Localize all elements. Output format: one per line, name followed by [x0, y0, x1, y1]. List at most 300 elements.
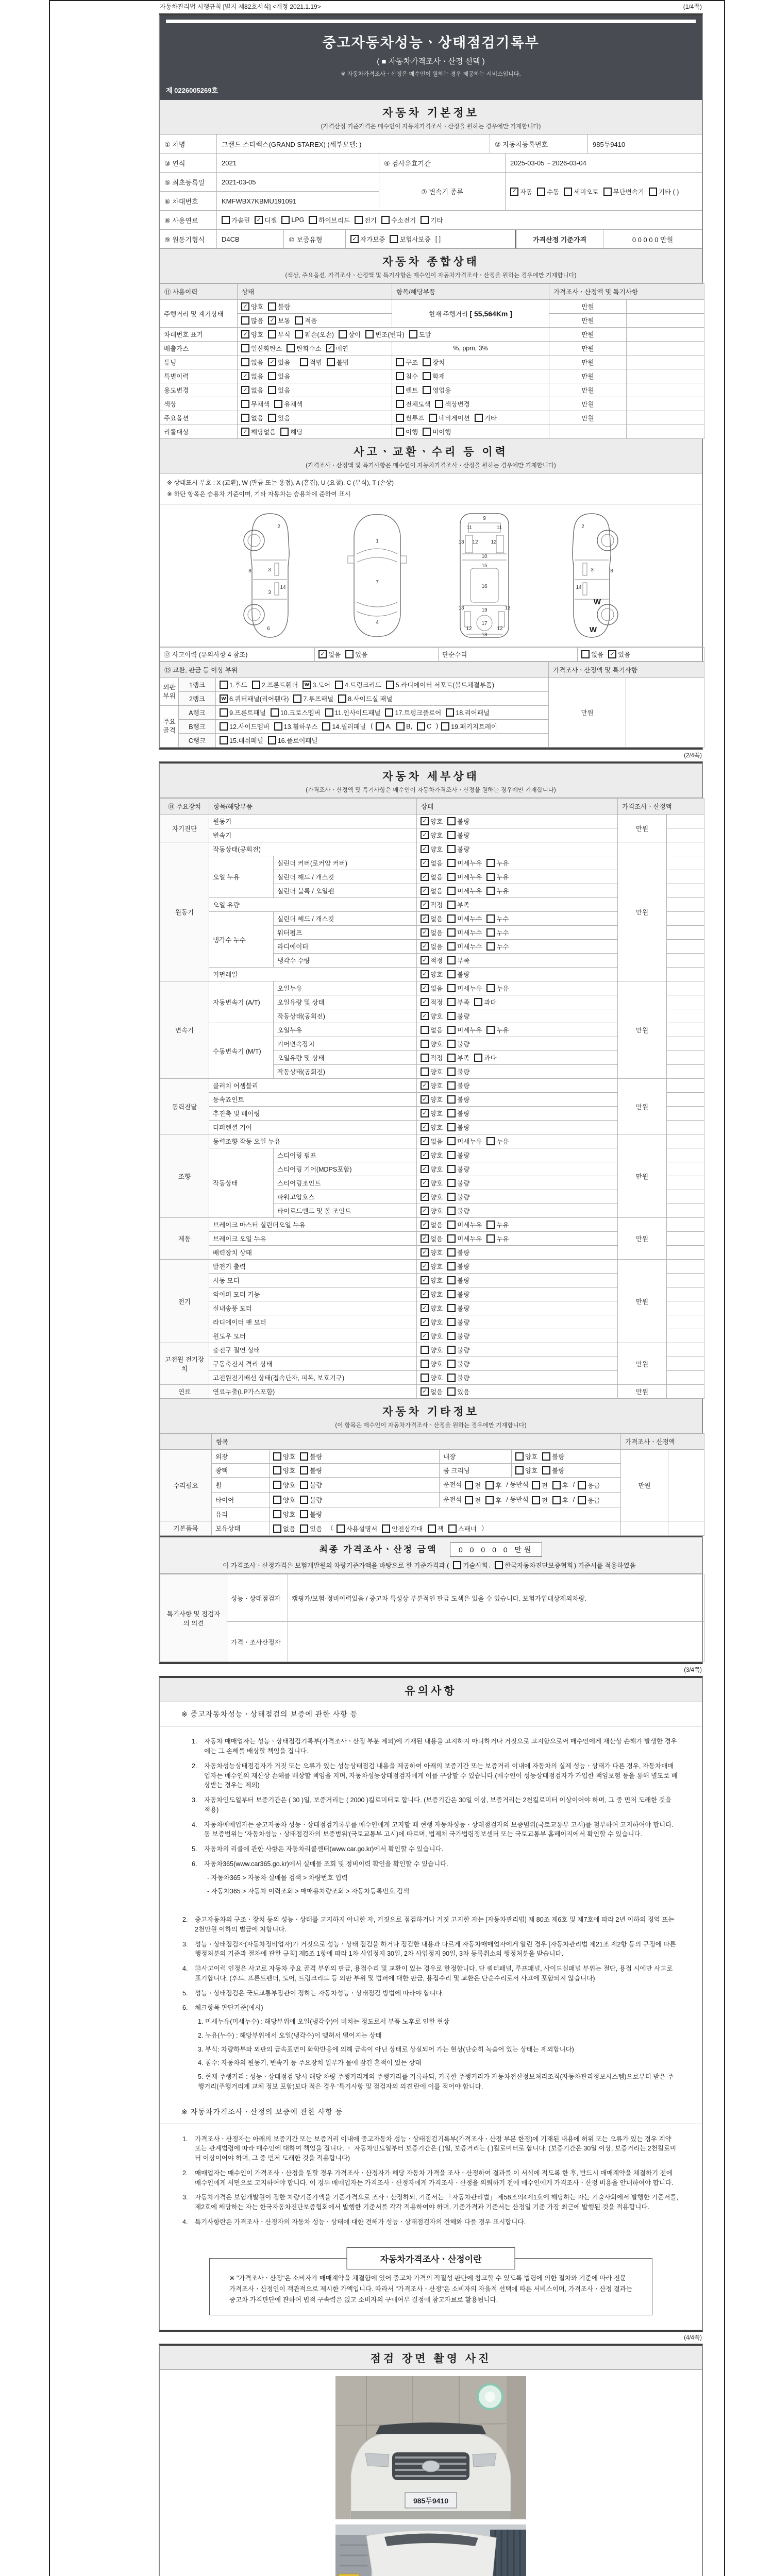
- checkbox-label: 불량: [457, 1277, 470, 1285]
- blank-cell: [667, 912, 704, 926]
- blank-cell: [667, 828, 704, 842]
- checkbox-option: [447, 1095, 469, 1104]
- diagram-number: 15: [481, 563, 488, 569]
- frame-left-line: [49, 0, 50, 2576]
- device-item: 라디에이터 팬 모터: [209, 1315, 417, 1329]
- blank-cell: [627, 411, 704, 425]
- checkbox-label: 불량: [457, 1249, 470, 1257]
- checkbox-box: ✓: [241, 302, 249, 311]
- checkbox-label: 불량: [457, 1069, 470, 1076]
- checkbox-label: 미세누수: [457, 929, 482, 937]
- device-state: [417, 1148, 618, 1162]
- checkbox-box: [252, 681, 260, 689]
- state-checks: [238, 300, 392, 314]
- device-item: 충전구 절연 상태: [209, 1343, 417, 1357]
- checkbox-label: 있음: [278, 387, 291, 394]
- repair-checks: [512, 1450, 621, 1464]
- notice-text: 자동차365(www.car365.go.kr)에서 실매물 조회 및 정비이력 확인을 확인할 수 있습니다. - 자동차365 > 자동차 실매물 검색 > 차량번호 입력 - 자동차365 > 자동차 이력조회 > 매매용차량조회 > 자동차등록번호 검색: [204, 1859, 679, 1896]
- checkbox-label: 11.인사이드패널: [334, 709, 381, 717]
- page-marker-3: (3/4쪽): [684, 1667, 702, 1674]
- basic-info-title: 자동차 기본정보: [382, 107, 479, 119]
- checkbox-option: [421, 1137, 443, 1146]
- checkbox-label: 영업용: [432, 387, 451, 394]
- device-row: [160, 1260, 704, 1274]
- checkbox-label: 양호: [430, 1069, 443, 1076]
- checkbox-label: 8.사이드실 패널: [348, 696, 393, 703]
- checkbox-box: [287, 344, 295, 352]
- checkbox-option: [421, 1011, 443, 1021]
- device-subgroup: 오일 누유: [209, 856, 274, 898]
- blank-cell: [627, 300, 704, 314]
- checkbox-option: [421, 817, 443, 826]
- checkbox-option: [281, 216, 304, 224]
- checkbox-option: [241, 344, 282, 353]
- blank-cell: [667, 1121, 704, 1134]
- checkbox-option: [396, 358, 418, 367]
- checkbox-label: 후: [495, 1482, 502, 1489]
- notice-item: [182, 1915, 679, 1935]
- checkbox-option: [447, 831, 469, 840]
- use-history-row: [160, 300, 704, 314]
- checkbox-option: [421, 1303, 443, 1313]
- checkbox-label: 누유: [496, 874, 509, 882]
- checkbox-box: [423, 358, 431, 366]
- checkbox-option: [327, 358, 349, 367]
- checkbox-box: [532, 1496, 540, 1504]
- blank-cell: [667, 1315, 704, 1329]
- checkbox-box: [447, 1332, 456, 1340]
- checkbox-box: [365, 330, 374, 338]
- diagram-number: 3: [268, 590, 271, 596]
- fuel-checks: [216, 211, 702, 229]
- checkbox-box: [273, 1466, 281, 1475]
- checkbox-label: 불량: [457, 1013, 470, 1021]
- notice-header: [160, 1678, 702, 1702]
- checkbox-label: 있음: [457, 1388, 470, 1396]
- device-group: 자기진단: [160, 815, 209, 842]
- checkbox-box: ✓: [421, 1276, 429, 1284]
- state-checks: [238, 355, 392, 369]
- device-state: [417, 856, 618, 870]
- device-state: [417, 1260, 618, 1274]
- checkbox-label: 불량: [457, 1041, 470, 1048]
- checkbox-box: [447, 1179, 456, 1187]
- diagram-number: 3: [268, 567, 271, 573]
- checkbox-label: 해당: [290, 429, 303, 436]
- checkbox-box: [300, 1496, 308, 1504]
- blank-cell: [627, 328, 704, 342]
- checkbox-option: [447, 1137, 482, 1146]
- col-detail-item: 항목/해당부품: [209, 799, 417, 815]
- first-reg-value: 2021-03-05: [216, 173, 379, 191]
- license-plate-text: 985두9410: [413, 2497, 449, 2505]
- repair-group: 수리필요: [160, 1450, 212, 1521]
- blank-cell: [667, 856, 704, 870]
- checkbox-box: [241, 344, 249, 352]
- text-token: ,: [489, 1562, 491, 1569]
- detail-state-title: 자동차 세부상태: [382, 771, 479, 783]
- checkbox-option: [447, 914, 482, 923]
- blank-cell: [667, 1134, 704, 1148]
- rank-items: [216, 678, 549, 692]
- use-history-label: 튜닝: [160, 355, 238, 369]
- checkbox-box: [447, 1387, 456, 1396]
- checkbox-option: [421, 984, 443, 993]
- checkbox-box: ✓: [241, 330, 249, 338]
- fuel-label: ⑧ 사용연료: [164, 216, 198, 225]
- checkbox-box: [222, 216, 230, 224]
- checkbox-option: [381, 215, 416, 225]
- checkbox-option: [447, 872, 482, 882]
- checkbox-box: [241, 400, 249, 408]
- checkbox-label: 양호: [430, 846, 443, 854]
- blank-cell: [627, 314, 704, 328]
- device-group: 연료: [160, 1385, 209, 1399]
- checkbox-label: 불량: [310, 1511, 323, 1518]
- checkbox-option: [325, 708, 381, 717]
- checkbox-option: [485, 1496, 501, 1505]
- checkbox-label: 잭: [437, 1526, 444, 1533]
- state-checks: [238, 369, 392, 383]
- checkbox-box: [447, 1012, 456, 1020]
- checkbox-label: 없음: [430, 874, 443, 882]
- notice-text: 성능ㆍ상태점검은 국토교통부장관이 정하는 자동차성능ㆍ상태점검 방법에 따라야 합니다.: [195, 1989, 444, 1997]
- checkbox-box: [280, 428, 289, 436]
- checkbox-box: [309, 216, 317, 224]
- checkbox-label: 보통: [278, 317, 291, 325]
- checkbox-box: [355, 216, 363, 224]
- checkbox-box: [581, 650, 590, 658]
- checkbox-label: 불량: [457, 846, 470, 854]
- checkbox-box: [274, 722, 282, 731]
- checkbox-option: [273, 1495, 295, 1504]
- checkbox-option: [303, 680, 330, 689]
- checkbox-box: [447, 1221, 456, 1229]
- checkbox-option: [421, 942, 443, 951]
- simple-repair-checks: [578, 648, 704, 662]
- item-checks: [392, 383, 549, 397]
- device-row: [160, 1079, 704, 1093]
- checkbox-option: [447, 1248, 469, 1257]
- checkbox-box: [409, 330, 417, 338]
- checkbox-box: ✓: [421, 817, 429, 825]
- checkbox-label: 없음: [430, 1388, 443, 1396]
- checkbox-label: 불량: [278, 303, 291, 311]
- repair-item: 외장: [212, 1450, 270, 1464]
- checkbox-label: LPG: [291, 216, 305, 224]
- device-state: [417, 1065, 618, 1079]
- checkbox-box: [390, 235, 398, 243]
- detail-state-header: [160, 764, 702, 798]
- checkbox-option: [447, 844, 469, 854]
- checkbox-box: [447, 1262, 456, 1270]
- checkbox-box: ✓: [421, 901, 429, 909]
- checkbox-box: w: [303, 681, 311, 689]
- checkbox-label: 전체도색: [406, 401, 431, 408]
- price-cell: 만원: [549, 369, 627, 383]
- checkbox-label: 불량: [457, 1375, 470, 1382]
- state-checks: [238, 425, 392, 439]
- checkbox-label: 양호: [430, 1347, 443, 1354]
- checkbox-label: 썬루프: [406, 415, 425, 422]
- checkbox-label: 양호: [430, 1249, 443, 1257]
- blank-cell: [667, 1148, 704, 1162]
- device-state: [417, 884, 618, 898]
- base-price-label: 가격산정 기준가격: [515, 230, 603, 248]
- blank-cell: [627, 355, 704, 369]
- notice-number: 4.: [182, 1965, 188, 1973]
- checkbox-option: [355, 215, 377, 225]
- checkbox-box: [220, 708, 228, 717]
- checkbox-label: 미세누유: [457, 888, 482, 895]
- device-item: 워터펌프: [274, 926, 417, 940]
- text-token: 운전석: [443, 1481, 462, 1489]
- checkbox-label: 양호: [430, 1375, 443, 1382]
- engine-type-value: D4CB: [216, 230, 283, 248]
- checkbox-box: [532, 1481, 540, 1489]
- item-checks: [392, 411, 549, 425]
- use-history-row: [160, 369, 704, 383]
- overall-state-header: [160, 249, 702, 283]
- checkbox-option: [421, 1387, 443, 1396]
- checkbox-label: 양호: [430, 1263, 443, 1271]
- checkbox-box: [465, 1496, 473, 1504]
- checkbox-label: 있음: [278, 359, 291, 366]
- checkbox-label: 불량: [457, 1124, 470, 1132]
- checkbox-box: [273, 1524, 281, 1533]
- device-state: [417, 1176, 618, 1190]
- device-state: [417, 912, 618, 926]
- price-cell: 만원: [549, 411, 627, 425]
- checkbox-box: [447, 928, 456, 937]
- diagram-number: 12: [466, 626, 472, 632]
- notice-number: 4.: [192, 1821, 197, 1828]
- checkbox-label: 양호: [283, 1511, 296, 1518]
- checkbox-option: [337, 1524, 377, 1533]
- engine-type-label: ⑨ 원동기형식: [164, 235, 205, 244]
- checkbox-option: [421, 1039, 443, 1048]
- checkbox-label: 없음: [430, 860, 443, 868]
- checkbox-box: [241, 316, 249, 325]
- notice-text: 자동차인도일부터 보증기간은 ( 30 )일, 보증거리는 ( 2000 )킬로미터로 합니다. (보증기간은 30일 이상, 보증거리는 2천킬로미터 이상이어야 하며, 그 중 먼저 도래한 것을 적용): [204, 1797, 671, 1814]
- checkbox-box: ✓: [421, 887, 429, 895]
- checkbox-option: [268, 358, 290, 367]
- final-price-note: [160, 1561, 702, 1570]
- checkbox-box: ✓: [268, 358, 276, 366]
- blank-cell: [667, 1065, 704, 1079]
- checkbox-label: 응급: [587, 1482, 600, 1489]
- checkbox-label: 구조: [406, 359, 418, 366]
- checkbox-option: [326, 344, 348, 353]
- checkbox-option: [447, 984, 482, 993]
- device-state: [417, 1204, 618, 1218]
- checkbox-label: 있음: [618, 651, 631, 659]
- checkbox-option: [578, 1481, 600, 1490]
- checkbox-label: 불량: [457, 1291, 470, 1299]
- checkbox-box: [447, 1095, 456, 1104]
- notice-subitem: 3. 부식: 차량하부와 외판의 금속표면이 화학반응에 의해 금속이 아닌 상태로 상실되어 가는 현상(단순히 녹슬어 있는 상태는 제외합니다): [198, 2045, 574, 2053]
- checkbox-label: B,: [406, 723, 412, 731]
- notice-subitem: 5. 현재 주행거리 : 성능ㆍ상태점검 당시 해당 차량 주행거리계의 주행거리를 기록하되, 기록한 주행거리가 자동차전산정보처리조직(자동차관리정보시스템)으로부터 받은 주행거리(주행거리계 교체 정보 포함)보다 적은 경우 '특기사항 및 점검자의 의견'란에 이를 적어야 합니다.: [198, 2073, 674, 2090]
- checkbox-box: [495, 1561, 503, 1569]
- device-state: [417, 1190, 618, 1204]
- checkbox-label: 자동: [520, 188, 533, 196]
- year-label: ③ 연식: [164, 159, 186, 167]
- checkbox-box: [485, 1481, 494, 1489]
- checkbox-option: [350, 234, 385, 244]
- checkbox-label: 안전삼각대: [392, 1526, 423, 1533]
- checkbox-option: [241, 399, 270, 409]
- notice-list-2: [160, 1905, 702, 2100]
- device-group: 고전원 전기장치: [160, 1343, 209, 1385]
- checkbox-option: [495, 1561, 573, 1570]
- checkbox-label: 불량: [552, 1453, 565, 1461]
- checkbox-box: [447, 1207, 456, 1215]
- notice-item: [182, 1940, 679, 1959]
- checkbox-option: [447, 886, 482, 895]
- repair-checks: [270, 1478, 440, 1493]
- rank-label: A랭크: [179, 706, 216, 720]
- checkbox-option: [486, 928, 509, 937]
- device-state: [417, 1287, 618, 1301]
- device-state: [417, 1218, 618, 1232]
- checkbox-label: 불량: [457, 1347, 470, 1354]
- final-price-label: 최종 가격조사ㆍ산정 금액: [319, 1545, 438, 1555]
- checkbox-option: [421, 1359, 443, 1368]
- checkbox-option: [421, 886, 443, 895]
- item-checks: [392, 355, 549, 369]
- diagram-number: 13: [505, 605, 511, 612]
- checkbox-label: 기타: [484, 415, 497, 422]
- checkbox-box: [515, 1466, 524, 1475]
- checkbox-box: ✓: [241, 428, 249, 436]
- checkbox-option: [447, 928, 482, 937]
- col-price-remarks: 가격조사ㆍ산정액 및 특기사항: [549, 284, 704, 300]
- checkbox-option: [448, 1524, 477, 1533]
- col-other-item: 항목: [212, 1434, 621, 1450]
- price-cell: 만원: [549, 383, 627, 397]
- checkbox-box: [396, 386, 404, 394]
- checkbox-label: 사용설명서: [346, 1526, 378, 1533]
- form-meta-row: [159, 0, 703, 13]
- page-2: [159, 761, 703, 1664]
- frame-right-line: [724, 0, 725, 2576]
- item-checks: %, ppm, 3%: [392, 342, 549, 355]
- checkbox-label: 도말: [418, 331, 431, 338]
- checkbox-label: 양호: [430, 1361, 443, 1368]
- checkbox-label: 미세누수: [457, 916, 482, 923]
- checkbox-label: 이행: [406, 429, 418, 436]
- checkbox-label: 양호: [251, 331, 264, 338]
- photos-header: [160, 2346, 702, 2370]
- checkbox-label: 불량: [457, 1194, 470, 1201]
- checkbox-label: 적법: [309, 359, 322, 366]
- checkbox-label: 네비게이션: [439, 415, 470, 422]
- page-4: [159, 2344, 703, 2576]
- checkbox-option: [486, 858, 509, 868]
- checkbox-box: [447, 859, 456, 867]
- checkbox-option: [486, 1025, 509, 1035]
- checkbox-option: [447, 997, 469, 1007]
- use-history-label: 배출가스: [160, 342, 238, 355]
- checkbox-label: 미세누유: [457, 1138, 482, 1146]
- checkbox-option: [447, 1345, 469, 1354]
- checkbox-label: 일산화탄소: [251, 345, 282, 352]
- checkbox-box: [271, 708, 279, 717]
- diagram-number: 16: [481, 584, 488, 590]
- checkbox-option: [273, 1466, 295, 1475]
- diagram-number: 14: [280, 585, 286, 591]
- checkbox-label: 전: [541, 1497, 548, 1504]
- use-history-row: [160, 355, 704, 369]
- notice-number: 4.: [182, 2218, 188, 2226]
- blank-cell: [667, 981, 704, 995]
- checkbox-box: [385, 708, 393, 717]
- blank-cell: [667, 1079, 704, 1093]
- diagram-number: W: [589, 625, 597, 635]
- device-item: 작동상태(공회전): [274, 1009, 417, 1023]
- checkbox-box: [447, 1067, 456, 1076]
- checkbox-label: 미이행: [432, 429, 451, 436]
- checkbox-option: [421, 1276, 443, 1285]
- diagram-number: 1: [376, 538, 379, 545]
- checkbox-option: [441, 722, 497, 731]
- checkbox-option: [447, 1220, 482, 1229]
- use-history-row: [160, 383, 704, 397]
- checkbox-label: 양호: [430, 1180, 443, 1188]
- checkbox-label: 훼손(오손): [305, 331, 334, 338]
- rank-items: [216, 720, 549, 734]
- checkbox-option: [447, 1109, 469, 1118]
- price-cell: 만원: [618, 1260, 667, 1343]
- device-state: [417, 1107, 618, 1121]
- rank-label: 2랭크: [179, 692, 216, 706]
- device-group: 제동: [160, 1218, 209, 1260]
- checkbox-option: [542, 1466, 564, 1475]
- blank-cell: [667, 1093, 704, 1107]
- checkbox-label: 불량: [310, 1467, 323, 1475]
- inspection-photos: [160, 2370, 702, 2576]
- checkbox-box: [338, 694, 346, 703]
- device-state: [417, 981, 618, 995]
- use-history-row: [160, 328, 704, 342]
- checkbox-option: [268, 330, 290, 339]
- checkbox-label: 많음: [251, 317, 264, 325]
- checkbox-label: 불량: [310, 1496, 323, 1504]
- checkbox-box: [423, 372, 431, 380]
- car-top-diagram: [339, 511, 416, 639]
- rank-label: 1랭크: [179, 678, 216, 692]
- basic-items-checks: [270, 1521, 621, 1536]
- checkbox-box: [327, 358, 335, 366]
- checkbox-option: [486, 1220, 509, 1229]
- col-item-part: 항목/해당부품: [392, 284, 549, 300]
- blank-cell: [667, 870, 704, 884]
- photo-rear-underside-view: [335, 2524, 526, 2576]
- checkbox-label: 기타 ( ): [659, 188, 679, 196]
- checkbox-box: [447, 1165, 456, 1173]
- checkbox-option: [447, 817, 469, 826]
- diagram-number: W: [593, 598, 601, 607]
- checkbox-box: [447, 984, 456, 992]
- checkbox-box: [396, 400, 404, 408]
- blank-cell: [667, 1107, 704, 1121]
- blank-cell: [667, 1051, 704, 1065]
- blank-cell: [667, 1176, 704, 1190]
- device-row: [160, 815, 704, 828]
- device-item: 동력조향 작동 오일 누유: [209, 1134, 417, 1148]
- checkbox-option: [486, 872, 509, 882]
